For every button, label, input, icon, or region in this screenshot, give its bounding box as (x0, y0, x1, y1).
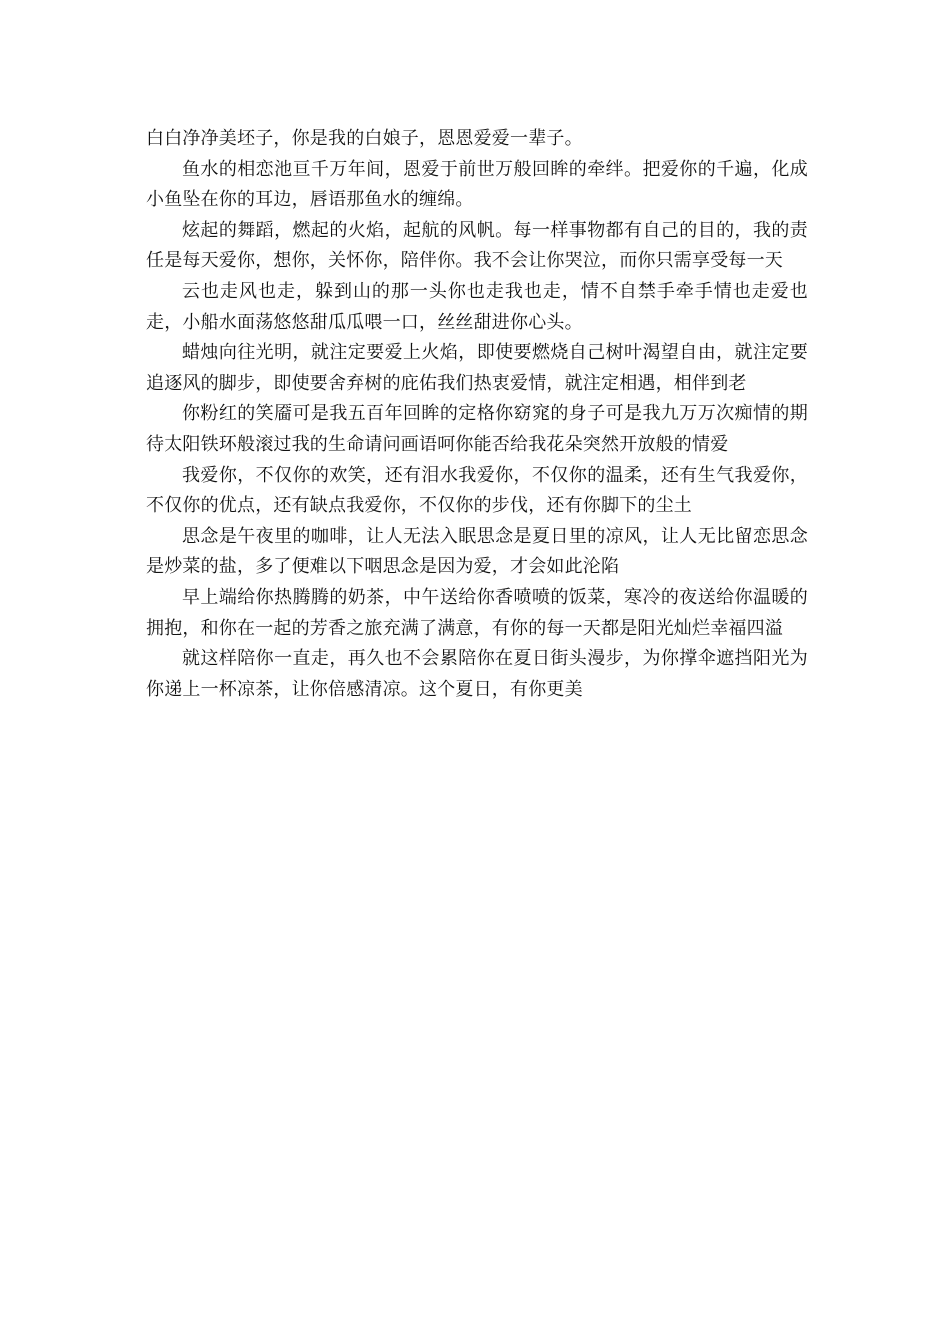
paragraph: 就这样陪你一直走，再久也不会累陪你在夏日街头漫步，为你撑伞遮挡阳光为你递上一杯凉茶，让你倍感清凉。这个夏日，有你更美 (146, 648, 808, 700)
paragraph: 云也走风也走，躲到山的那一头你也走我也走，情不自禁手牵手情也走爱也走，小船水面荡悠悠甜瓜瓜喂一口，丝丝甜进你心头。 (146, 280, 808, 333)
paragraph: 白白净净美坯子，你是我的白娘子，恩恩爱爱一辈子。 (146, 128, 583, 149)
body-text (146, 124, 808, 705)
paragraph: 早上端给你热腾腾的奶茶，中午送给你香喷喷的饭菜，寒冷的夜送给你温暖的拥抱，和你在一起的芳香之旅充满了满意，有你的每一天都是阳光灿烂幸福四溢 (146, 586, 808, 639)
paragraph: 鱼水的相恋池亘千万年间，恩爱于前世万般回眸的牵绊。把爱你的千遍，化成小鱼坠在你的耳边，唇语那鱼水的缠绵。 (146, 158, 808, 211)
paragraph: 炫起的舞蹈，燃起的火焰，起航的风帆。每一样事物都有自己的目的，我的责任是每天爱你，想你，关怀你，陪伴你。我不会让你哭泣，而你只需享受每一天 (146, 219, 808, 272)
paragraph: 蜡烛向往光明，就注定要爱上火焰，即使要燃烧自己树叶渴望自由，就注定要追逐风的脚步，即使要舍弃树的庇佑我们热衷爱情，就注定相遇，相伴到老 (146, 342, 808, 394)
paragraph: 你粉红的笑靥可是我五百年回眸的定格你窈窕的身子可是我九万万次痴情的期待太阳铁环般滚过我的生命请问画语呵你能否给我花朵突然开放般的情爱 (146, 403, 808, 455)
paragraph: 我爱你，不仅你的欢笑，还有泪水我爱你，不仅你的温柔，还有生气我爱你，不仅你的优点，还有缺点我爱你，不仅你的步伐，还有你脚下的尘土 (146, 464, 808, 517)
paragraph: 思念是午夜里的咖啡，让人无法入眠思念是夏日里的凉风，让人无比留恋思念是炒菜的盐，多了便难以下咽思念是因为爱，才会如此沦陷 (146, 525, 808, 578)
